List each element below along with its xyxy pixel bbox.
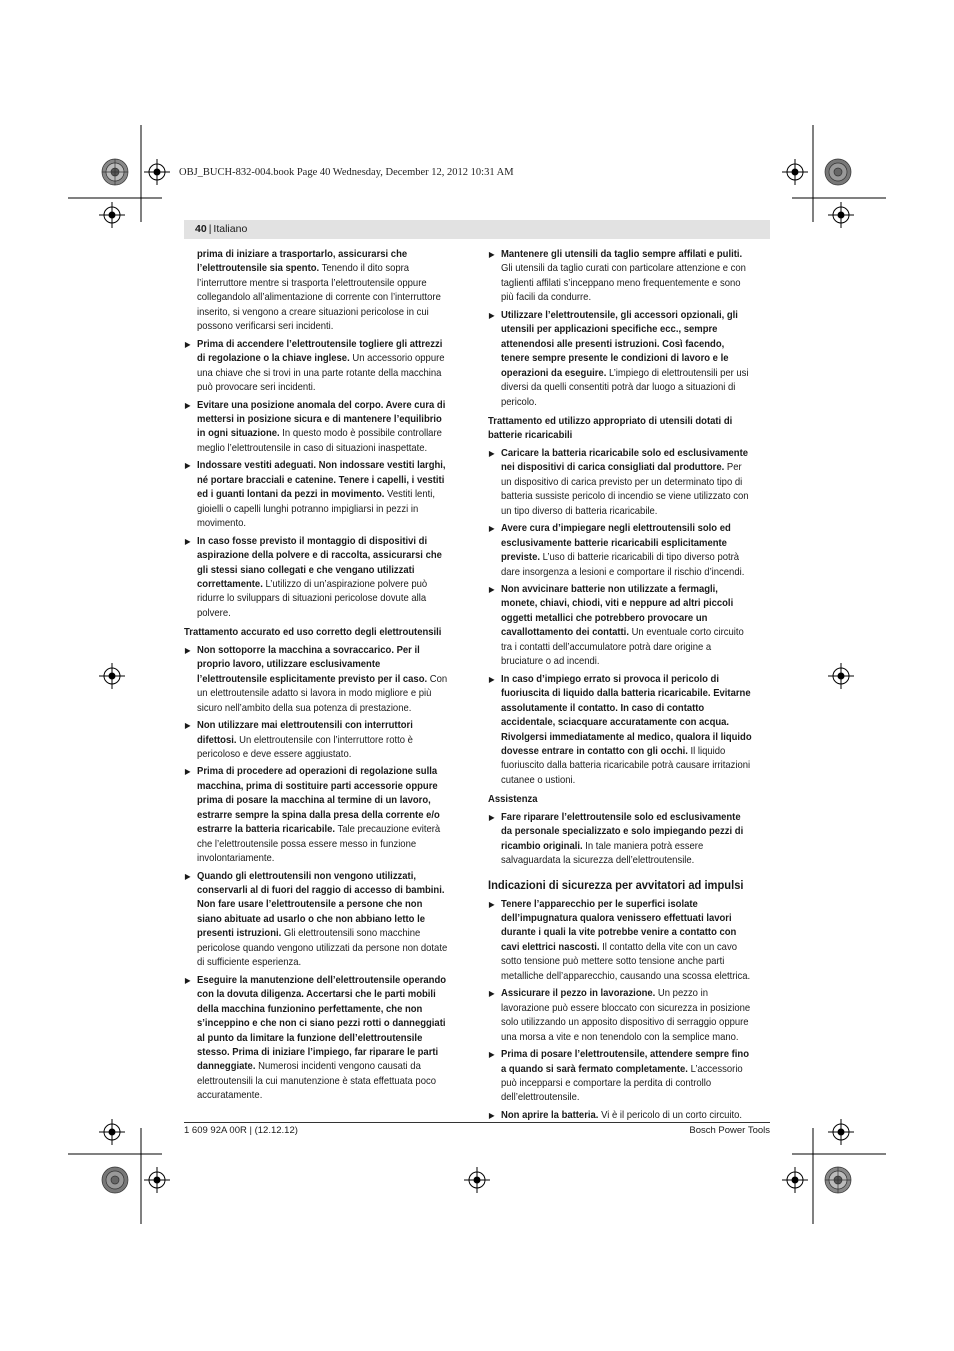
item-bold: Avere cura d’impiegare negli elettroutensili solo ed esclusivamente batterie ricaricabili esplicitamente previste. [501, 523, 731, 564]
safety-item [488, 673, 752, 789]
item-text: In tale maniera potrà essere salvaguardata la sicurezza dell’elettroutensile. [501, 840, 704, 867]
item-bold: Tenere l’apparecchio per le superfici isolate dell’impugnatura qualora venissero effettuati lavori durante i quali la vite potrebbe venire a contatto con cavi elettrici nascosti. [501, 898, 737, 953]
bullet-arrow-icon: ▶ [184, 767, 191, 777]
bullet-arrow-icon: ▶ [488, 1110, 495, 1120]
safety-item [488, 811, 752, 869]
item-bold: Fare riparare l’elettroutensile solo ed esclusivamente da personale specializzato e solo impiegando pezzi di ricambio originali. [501, 811, 744, 852]
bullet-arrow-icon: ▶ [184, 645, 191, 655]
header-separator: | [208, 223, 212, 235]
item-text: L’accessorio può incepparsi e comportare la perdita di controllo dell’elettroutensile. [501, 1063, 743, 1104]
item-bold: Indossare vestiti adeguati. Non indossare vestiti larghi, né portare bracciali e catenine. Tenere i capelli, i vestiti ed i guanti lontani da pezzi in movimento. [197, 460, 446, 501]
bullet-arrow-icon: ▶ [488, 899, 495, 909]
item-text: Vestiti lenti, gioielli o capelli lunghi potranno impigliarsi in pezzi in movimento. [197, 489, 435, 530]
item-text: L’utilizzo di un’aspirazione polvere può ridurre lo sviluppars di situazioni pericolose dovute alla polvere. [197, 578, 428, 619]
item-text: Il contatto della vite con un cavo sotto tensione può mettere sotto tensione anche parti metalliche dell’apparecchio, causando una scossa elettrica. [501, 941, 751, 982]
item-text: Gli utensili da taglio curati con particolare attenzione e con taglienti affilati s’inceppano meno frequentemente e sono più facili da condurre. [501, 263, 746, 304]
item-bold: In caso fosse previsto il montaggio di dispositivi di aspirazione della polvere e di raccolta, assicurarsi che gli stessi siano collegati e che vengano utilizzati correttamente. [197, 535, 442, 590]
safety-item [184, 870, 448, 971]
bullet-arrow-icon: ▶ [184, 536, 191, 546]
print-info-line: OBJ_BUCH-832-004.book Page 40 Wednesday, December 12, 2012 10:31 AM [179, 167, 514, 178]
bullet-arrow-icon: ▶ [488, 584, 495, 594]
item-text: Gli elettroutensili sono macchine pericolose quando vengono utilizzati da persone non dotate di sufficiente esperienza. [197, 928, 448, 969]
footer-document-number: 1 609 92A 00R | (12.12.12) [184, 1125, 298, 1136]
item-text: Tale precauzione eviterà che l’elettroutensile possa essere messo in funzione involontariamente. [197, 824, 441, 865]
item-text: L’impiego di elettroutensili per usi diversi da quelli consentiti potrà dar luogo a situazioni di pericolo. [501, 367, 749, 408]
bullet-arrow-icon: ▶ [184, 400, 191, 410]
safety-list-tool-use [184, 644, 448, 1104]
safety-item [488, 898, 752, 985]
safety-item [184, 459, 448, 531]
subheading-tool-use: Trattamento accurato ed uso corretto degli elettroutensili [184, 627, 442, 639]
bullet-arrow-icon: ▶ [488, 1050, 495, 1060]
footer-rule [184, 1122, 770, 1123]
bullet-arrow-icon: ▶ [184, 871, 191, 881]
item-bold: Mantenere gli utensili da taglio sempre affilati e puliti. [501, 249, 743, 260]
item-text: L’uso di batterie ricaricabili di tipo diverso potrà dare insorgenza a lesioni e comportare il rischio d’incendi. [501, 552, 745, 578]
item-bold: Non utilizzare mai elettroutensili con interruttori difettosi. [197, 720, 413, 746]
bullet-arrow-icon: ▶ [488, 812, 495, 822]
safety-item [488, 248, 752, 306]
bullet-arrow-icon: ▶ [184, 339, 191, 349]
item-bold: Non aprire la batteria. [501, 1109, 599, 1121]
bullet-arrow-icon: ▶ [488, 310, 495, 320]
safety-item [184, 338, 448, 396]
safety-item [184, 719, 448, 762]
section-heading-impact-drivers: Indicazioni di sicurezza per avvitatori ad impulsi [488, 877, 744, 892]
item-bold: Prima di accendere l’elettroutensile togliere gli attrezzi di regolazione o la chiave inglese. [197, 338, 443, 365]
safety-list-personal [184, 338, 448, 622]
safety-item [184, 644, 448, 716]
safety-item [184, 399, 448, 457]
safety-item [488, 309, 752, 410]
bullet-arrow-icon: ▶ [184, 461, 191, 471]
bullet-arrow-icon: ▶ [184, 975, 191, 985]
bullet-arrow-icon: ▶ [488, 448, 495, 458]
subheading-battery: Trattamento ed utilizzo appropriato di utensili dotati di batterie ricaricabili [488, 415, 733, 442]
bullet-arrow-icon: ▶ [488, 989, 495, 999]
item-bold: Quando gli elettroutensili non vengono utilizzati, conservarli al di fuori del raggio di accesso di bambini. Non fare usare l’elettroutensile a persone che non siano abituate ad usarlo o che non abbiano letto le presenti istruzioni. [197, 870, 445, 940]
para-bold: prima di iniziare a trasportarlo, assicurarsi che l’elettroutensile sia spento. [197, 249, 408, 275]
bullet-arrow-icon: ▶ [488, 674, 495, 684]
subheading-service: Assistenza [488, 794, 538, 806]
continued-paragraph [184, 248, 448, 335]
item-bold: Assicurare il pezzo in lavorazione. [501, 988, 656, 1000]
page-header [184, 220, 770, 239]
item-bold: Prima di procedere ad operazioni di regolazione sulla macchina, prima di sostituire parti accessorie oppure prima di posare la macchina al termine di un lavoro, estrarre sempre la spina dalla presa della corrente e/o estrarre la batteria ricaricabile. [197, 766, 440, 836]
item-text: Il liquido fuoriuscito dalla batteria ricaricabile potrà causare irritazioni cutanee o ustioni. [501, 745, 751, 786]
safety-item [488, 987, 752, 1045]
para-text: Tenendo il dito sopra l’interruttore mentre si trasporta l’elettroutensile oppure collegandolo all’alimentazione di corrente con l’interruttore inserito, si vengono a creare situazioni pericolose in cui possono verificarsi seri incidenti. [197, 263, 441, 333]
item-text: Un eventuale corto circuito tra i contatti dell’accumulatore potrà dare origine a bruciature o ad incendi. [501, 627, 744, 668]
item-bold: Non avvicinare batterie non utilizzate a fermagli, monete, chiavi, chiodi, viti e neppure ad altri piccoli oggetti metallici che potrebbero provocare un cavallottamento dei contatti. [501, 583, 734, 639]
item-text: Un accessorio oppure una chiave che si trovi in una parte rotante della macchina può provocare seri incidenti. [197, 353, 445, 394]
item-bold: Eseguire la manutenzione dell’elettroutensile operando con la dovuta diligenza. Accertarsi che le parti mobili della macchina funzionino perfettamente, che non s’inceppino e che non ci siano pezzi rotti o danneggiati al punto da limitare la funzione dell’elettroutensile stesso. Prima di iniziare l’impiego, far riparare le parti danneggiate. [197, 974, 447, 1073]
safety-list-cutting-tools [488, 248, 752, 410]
item-bold: Caricare la batteria ricaricabile solo ed esclusivamente nei dispositivi di carica consigliati dal produttore. [501, 447, 749, 474]
item-text: In questo modo è possibile controllare meglio l’elettroutensile in caso di situazioni inaspettate. [197, 428, 442, 454]
footer-brand: Bosch Power Tools [689, 1125, 770, 1136]
item-bold: Non sottoporre la macchina a sovraccarico. Per il proprio lavoro, utilizzare esclusivamente l’elettroutensile esplicitamente previsto per il caso. [197, 644, 428, 685]
item-text: Un elettroutensile con l’interruttore rotto è pericoloso e deve essere aggiustato. [197, 734, 413, 760]
page-number: 40 [195, 223, 207, 235]
item-text: Numerosi incidenti vengono causati da elettroutensili la cui manutenzione è stata effettuata poco accuratamente. [197, 1061, 436, 1102]
bullet-arrow-icon: ▶ [184, 721, 191, 731]
item-bold: Evitare una posizione anomala del corpo. Avere cura di mettersi in posizione sicura e di mantenere l’equilibrio in ogni situazione. [197, 399, 446, 440]
safety-item [184, 974, 448, 1104]
safety-item [184, 535, 448, 622]
safety-list-impact-drivers [488, 898, 752, 1124]
item-text: Per un dispositivo di carica previsto per un determinato tipo di batteria sussiste pericolo di incendio se viene utilizzato con un tipo diverso di batteria ricaricabile. [501, 462, 749, 517]
bullet-arrow-icon: ▶ [488, 524, 495, 534]
page-language: Italiano [213, 223, 248, 235]
safety-item [488, 522, 752, 580]
safety-item [488, 447, 752, 519]
safety-list-service [488, 811, 752, 869]
safety-item [488, 583, 752, 670]
safety-item [488, 1048, 752, 1106]
item-text: Vi è il pericolo di un corto circuito. [598, 1109, 743, 1121]
item-text: Con un elettroutensile adatto si lavora in modo migliore e più sicuro nell’ambito della sua potenza di prestazione. [197, 673, 448, 714]
safety-item [184, 765, 448, 866]
left-column [184, 248, 448, 1107]
right-column [488, 248, 752, 1126]
bullet-arrow-icon: ▶ [488, 250, 495, 259]
item-bold: Utilizzare l’elettroutensile, gli accessori opzionali, gli utensili per applicazioni specifiche ecc., sempre attenendosi alle presenti istruzioni. Così facendo, tenere sempre presente le condizioni di lavoro e le operazioni da eseguire. [501, 309, 738, 379]
safety-list-battery [488, 447, 752, 788]
item-bold: Prima di posare l’elettroutensile, attendere sempre fino a quando si sarà fermato completamente. [501, 1049, 750, 1075]
item-text: Un pezzo in lavorazione può essere bloccato con sicurezza in posizione solo utilizzando un apposito dispositivo di serraggio oppure una morsa a vite e non tenendolo con la semplice mano. [501, 988, 751, 1043]
item-bold: In caso d’impiego errato si provoca il pericolo di fuoriuscita di liquido dalla batteria ricaricabile. Evitarne assolutamente il contatto. In caso di contatto accidentale, sciacquare accuratamente con acqua. Rivolgersi immediatamente al medico, qualora il liquido dovesse entrare in contatto con gli occhi. [501, 673, 752, 757]
